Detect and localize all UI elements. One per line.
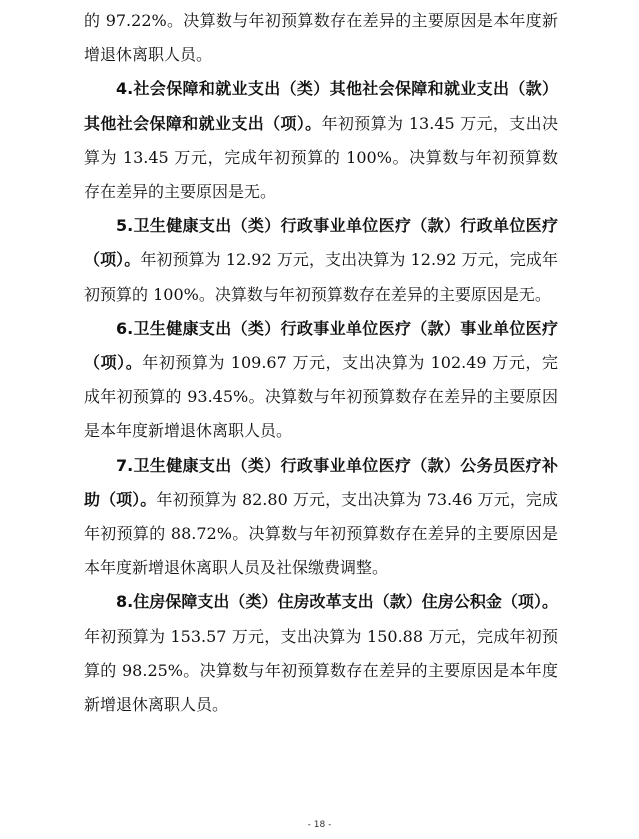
item-6-heading: 6.卫生健康支出（类）行政事业单位医疗（款）事业单位医疗（项）。	[84, 318, 558, 373]
page-number: - 18 -	[307, 820, 332, 830]
lead-in-paragraph: 的 97.22%。决算数与年初预算数存在差异的主要原因是本年度新增退休离职人员。	[84, 11, 558, 65]
item-4-heading: 4.社会保障和就业支出（类）其他社会保障和就业支出（款）其他社会保障和就业支出（项）。	[84, 79, 558, 133]
body-text	[84, 4, 558, 722]
item-8-paragraph	[84, 585, 558, 722]
item-5-paragraph	[84, 209, 558, 312]
item-4-paragraph	[84, 72, 558, 209]
item-6-body: 年初预算为 109.67 万元，支出决算为 102.49 万元，完成年初预算的 93.45%。决算数与年初预算数存在差异的主要原因是本年度新增退休离职人员。	[84, 353, 558, 441]
item-4-body: 年初预算为 13.45 万元，支出决算为 13.45 万元，完成年初预算的 100%。决算数与年初预算数存在差异的主要原因是无。	[84, 113, 558, 202]
item-6-paragraph	[84, 312, 558, 449]
item-5-heading: 5.卫生健康支出（类）行政事业单位医疗（款）行政单位医疗（项）。	[84, 216, 558, 270]
item-7-body: 年初预算为 82.80 万元，支出决算为 73.46 万元，完成年初预算的 88.72%。决算数与年初预算数存在差异的主要原因是本年度新增退休离职人员及社保缴费调整。	[84, 489, 558, 578]
item-7-heading: 7.卫生健康支出（类）行政事业单位医疗（款）公务员医疗补助（项）。	[84, 455, 558, 509]
item-5-body: 年初预算为 12.92 万元，支出决算为 12.92 万元，完成年初预算的 100%。决算数与年初预算数存在差异的主要原因是无。	[84, 250, 558, 304]
item-8-heading: 8.住房保障支出（类）住房改革支出（款）住房公积金（项）。	[116, 592, 558, 612]
item-8-body: 年初预算为 153.57 万元，支出决算为 150.88 万元，完成年初预算的 98.25%。决算数与年初预算数存在差异的主要原因是本年度新增退休离职人员。	[84, 626, 558, 715]
item-7-paragraph	[84, 449, 558, 586]
